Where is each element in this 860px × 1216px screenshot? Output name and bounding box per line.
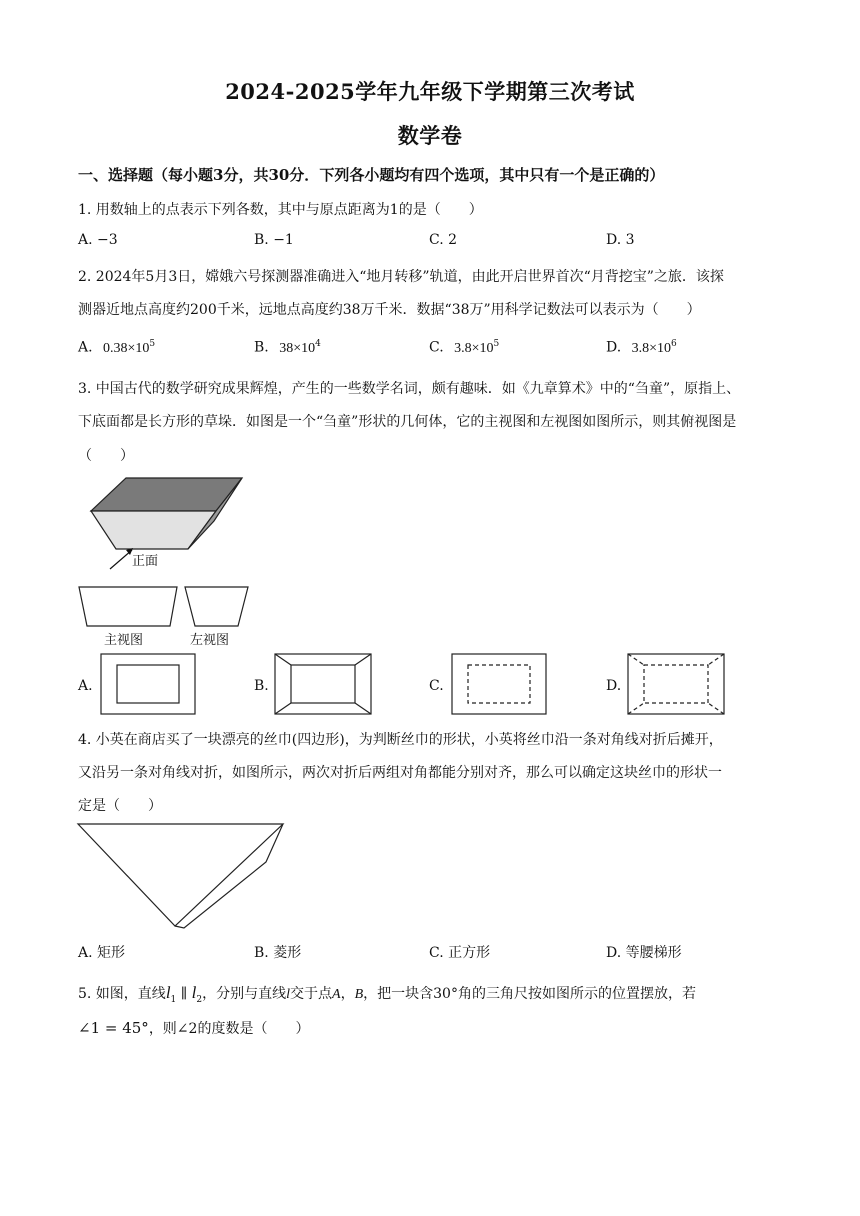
q4-option-b: B. 菱形 [254, 945, 302, 961]
q2-option-c-label: C. [429, 339, 444, 356]
q1-stem: 1. 用数轴上的点表示下列各数，其中与原点距离为1的是（ ） [78, 202, 483, 218]
q1-option-a: A. −3 [78, 232, 118, 248]
q4-line2: 又沿另一条对角线对折，如图所示，两次对折后两组对角都能分别对齐，那么可以确定这块丝巾的形状一 [78, 765, 722, 781]
q5-parallel-symbol: ∥ [176, 986, 192, 1002]
q5-text-2: ，分别与直线 [202, 986, 287, 1002]
q2-option-b-exp: 4 [315, 339, 321, 349]
section-heading: 一、选择题（每小题3分，共30分．下列各小题均有四个选项，其中只有一个是正确的） [78, 166, 665, 184]
q2-option-c-exp: 5 [493, 339, 500, 349]
q5-point-a: A [332, 987, 341, 1002]
q4-folded-scarf-figure [76, 822, 288, 930]
q5-comma: ， [340, 986, 355, 1002]
q3-left-view-shape [185, 587, 248, 626]
q2-option-a-base: 0.38×10 [103, 340, 150, 356]
q2-option-c [429, 339, 499, 357]
q5-text-1: 5. 如图，直线 [78, 986, 166, 1002]
q5-text-3: 交于点 [290, 986, 333, 1002]
q5-question: ，则∠2的度数是（ ） [148, 1021, 310, 1037]
q2-option-b-base: 38×10 [279, 340, 316, 356]
q2-option-b-label: B. [254, 339, 269, 356]
q3-option-b-figure [274, 653, 373, 716]
q5-angle-condition: ∠1 = 45° [78, 1019, 149, 1037]
q3-front-label: 正面 [132, 554, 159, 569]
q3-line3: （ ） [78, 448, 134, 464]
q5-line2 [78, 1018, 309, 1038]
q3-line2: 下底面都是长方形的草垛．如图是一个“刍童”形状的几何体，它的主视图和左视图如图所示，则其俯视图是 [78, 414, 737, 430]
q3-main-view-shape [79, 587, 177, 626]
q4-option-c: C. 正方形 [429, 945, 491, 961]
q5-l: l [286, 987, 291, 1002]
q3-line1: 3. 中国古代的数学研究成果辉煌，产生的一些数学名词，颇有趣味．如《九章算术》中的“刍童”，原指上、 [78, 381, 741, 397]
q3-main-view-label: 主视图 [104, 633, 144, 648]
q3-left-view-label: 左视图 [190, 633, 230, 648]
q2-option-a [78, 339, 155, 357]
q2-option-d [606, 339, 677, 357]
q1-option-d: D. 3 [606, 232, 635, 248]
q2-option-a-label: A. [78, 339, 93, 356]
q2-option-d-exp: 6 [671, 339, 677, 349]
page-subtitle: 数学卷 [397, 123, 463, 148]
q2-option-c-base: 3.8×10 [454, 340, 494, 356]
q2-option-d-base: 3.8×10 [631, 340, 672, 356]
q3-option-d-figure [627, 653, 726, 716]
q3-solid-figure [84, 474, 254, 574]
q3-option-c-figure [451, 653, 548, 716]
q4-option-a: A. 矩形 [78, 945, 126, 961]
q5-l1: l [165, 983, 171, 1002]
q3-three-views [78, 586, 258, 628]
q2-option-d-label: D. [606, 339, 622, 356]
q5-text-5: 角的三角尺按如图所示的位置摆放，若 [457, 986, 696, 1002]
q2-option-b [254, 339, 321, 357]
q5-text-4: ，把一块含 [363, 986, 434, 1002]
q5-angle-30: 30° [433, 986, 458, 1002]
q3-option-c: C. [429, 678, 444, 694]
q5-l2-sub: 2 [196, 994, 203, 1005]
q2-line1: 2. 2024年5月3日，嫦娥六号探测器准确进入“地月转移”轨道，由此开启世界首次“月背挖宝”之旅．该探 [78, 269, 724, 285]
q4-option-d: D. 等腰梯形 [606, 945, 682, 961]
q3-option-a-figure [100, 653, 197, 716]
q5-point-b: B [354, 987, 364, 1002]
q4-line1: 4. 小英在商店买了一块漂亮的丝巾(四边形)，为判断丝巾的形状，小英将丝巾沿一条对角线对折后摊开， [78, 732, 723, 748]
q2-option-a-exp: 5 [149, 339, 156, 349]
q1-option-b: B. −1 [254, 232, 294, 248]
q3-option-d: D. [606, 678, 622, 694]
q5-l1-sub: 1 [170, 994, 177, 1005]
q3-option-b: B. [254, 678, 269, 694]
q2-line2: 测器近地点高度约200千米，远地点高度约38万千米．数据“38万”用科学记数法可以表示为（ ） [78, 302, 701, 318]
q5-line1 [78, 983, 696, 1005]
q4-line3: 定是（ ） [78, 798, 162, 814]
q5-l2: l [191, 983, 197, 1002]
q3-option-a: A. [78, 678, 93, 694]
page-title: 2024-2025学年九年级下学期第三次考试 [225, 79, 635, 104]
q1-option-c: C. 2 [429, 232, 458, 248]
